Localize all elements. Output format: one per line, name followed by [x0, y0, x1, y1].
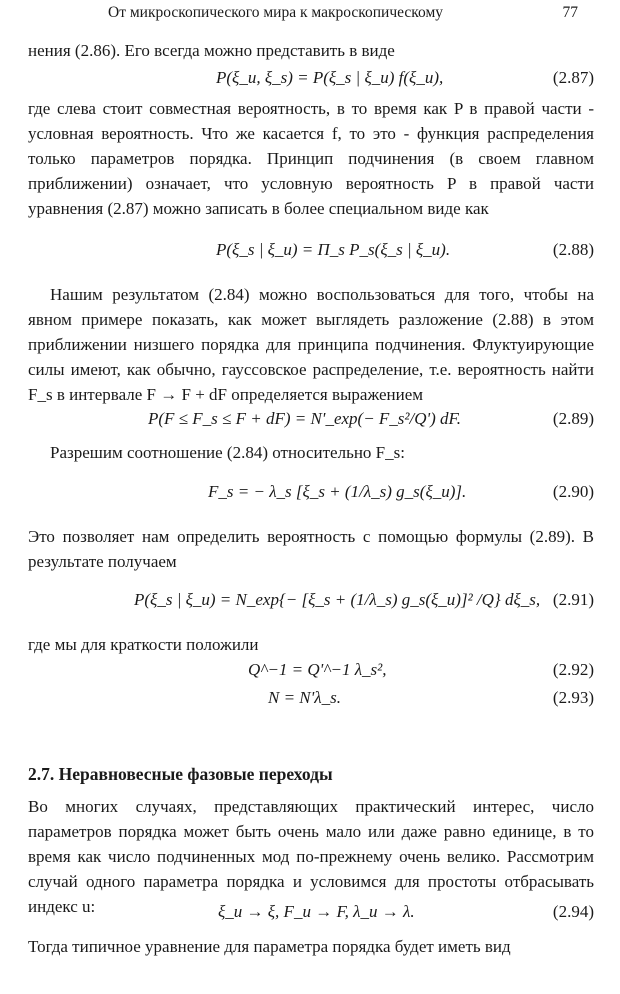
equation-number: (2.94)	[552, 902, 594, 921]
section-number: 2.7.	[28, 764, 55, 784]
equation-number: (2.90)	[552, 482, 594, 501]
paragraph-8: Тогда типичное уравнение для параметра порядка будет иметь вид	[28, 937, 511, 956]
equation-expression: N = N'λ_s.	[268, 688, 342, 707]
equation-2-93	[28, 684, 594, 712]
section-heading	[28, 762, 594, 786]
equation-expression: P(ξ_s | ξ_u) = N_exp{− [ξ_s + (1/λ_s) g_s(ξ_u)]² /Q} dξ_s,	[134, 590, 541, 609]
equation-number: (2.93)	[552, 688, 594, 707]
paragraph-5: Это позволяет нам определить вероятность с помощью формулы (2.89). В результате получаем	[28, 527, 594, 571]
paragraph-7: Во многих случаях, представляющих практический интерес, число параметров порядка может быть очень мало или даже равно единице, в то время как число подчиненных мод по-прежнему очень велико. Рассмотрим случай одного параметра порядка и условимся для простоты отбрасывать индекс u:	[28, 797, 594, 916]
equation-expression: F_s = − λ_s [ξ_s + (1/λ_s) g_s(ξ_u)].	[208, 482, 467, 501]
equation-2-89	[28, 405, 594, 433]
equation-number: (2.89)	[552, 409, 594, 428]
equation-2-87	[28, 64, 594, 92]
paragraph-1: нения (2.86). Его всегда можно представить в виде	[28, 41, 395, 60]
paragraph-2: где слева стоит совместная вероятность, в то время как P в правой части - условная вероятность. Что же касается f, то это - функция распределения только параметров порядка. Принцип подчинения (в своем главном приближении) означает, что условную вероятность P в правой части уравнения (2.87) можно записать в более специальном виде как	[28, 99, 594, 218]
equation-2-92	[28, 656, 594, 684]
section-title: Неравновесные фазовые переходы	[58, 764, 333, 784]
equation-expression: Q^−1 = Q'^−1 λ_s²,	[248, 660, 387, 679]
equation-number: (2.87)	[552, 68, 594, 87]
equation-number: (2.92)	[552, 660, 594, 679]
page-number: 77	[562, 4, 578, 21]
equation-2-94	[28, 898, 594, 926]
equation-2-90	[28, 478, 594, 506]
running-title: От микроскопического мира к макроскопическому	[108, 4, 444, 21]
paragraph-3: Нашим результатом (2.84) можно воспользоваться для того, чтобы на явном примере показать, как может выглядеть разложение (2.88) в этом приближении низшего порядка для принципа подчинения. Флуктуирующие силы имеют, как обычно, гауссовское распределение, т.е. вероятность найти F_s в интервале F → F + dF определяется выражением	[28, 285, 594, 404]
equation-expression: P(F ≤ F_s ≤ F + dF) = N'_exp(− F_s²/Q') dF.	[148, 409, 461, 428]
paragraph-4: Разрешим соотношение (2.84) относительно F_s:	[50, 443, 405, 462]
equation-number: (2.91)	[552, 590, 594, 609]
equation-2-91	[28, 586, 594, 614]
equation-expression: ξ_u → ξ, F_u → F, λ_u → λ.	[218, 902, 415, 921]
equation-number: (2.88)	[552, 240, 594, 259]
equation-expression: P(ξ_s | ξ_u) = Π_s P_s(ξ_s | ξ_u).	[216, 240, 451, 259]
paragraph-6: где мы для краткости положили	[28, 635, 259, 654]
running-header	[40, 4, 580, 26]
equation-expression: P(ξ_u, ξ_s) = P(ξ_s | ξ_u) f(ξ_u),	[216, 68, 444, 87]
equation-2-88	[28, 236, 594, 264]
